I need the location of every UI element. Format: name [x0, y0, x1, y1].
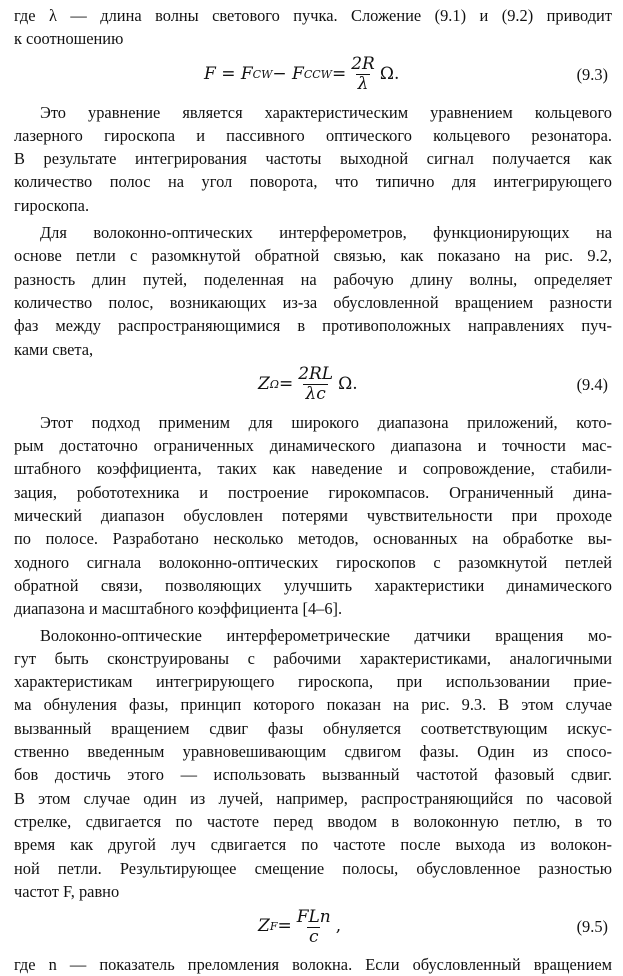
text-line: количество полос, возникающих из-за обусловленной вращением разности — [14, 292, 612, 312]
eq-numerator: 2RL — [298, 364, 334, 385]
eq-lhs: F = F — [204, 63, 253, 84]
text-line: основе петли с разомкнутой обратной связью, как показано на рис. 9.2, — [14, 246, 612, 266]
text-line: В этом случае один из лучей, например, распространяющийся по часовой — [14, 788, 612, 808]
equation-number: (9.5) — [576, 917, 608, 937]
eq-tail: , — [335, 916, 342, 937]
text-line: разность длин путей, поделенная на рабочую длину волны, определяет — [14, 269, 612, 289]
eq-lhs: Z — [258, 916, 270, 937]
eq-numerator: FLn — [296, 906, 331, 927]
eq-equals: = — [278, 374, 294, 395]
eq-subscript: CW — [252, 67, 273, 81]
text-line: к соотношению — [14, 29, 124, 49]
text-line: фаз между распространяющимися в противоположных направлениях пуч- — [14, 316, 612, 336]
text-line: лазерного гироскопа и пассивного оптического кольцевого резонатора. — [14, 125, 612, 145]
text-line: ходного сигнала волоконно-оптических гироскопов с разомкнутой петлей — [14, 552, 612, 572]
text-line: Этот подход применим для широкого диапазона приложений, кото- — [40, 412, 612, 432]
text-line: Это уравнение является характеристическим уравнением кольцевого — [40, 102, 612, 122]
text-line: где n — показатель преломления волокна. Если обусловленный вращением — [14, 955, 612, 975]
eq-subscript: Ω — [269, 378, 279, 392]
eq-subscript: F — [269, 920, 278, 934]
eq-denominator: c — [308, 926, 319, 947]
eq-minus-term: − F — [272, 63, 304, 84]
text-line: количество полос на угол поворота, что типично для интегрирующего — [14, 172, 612, 192]
equation-9-3 — [14, 52, 612, 98]
text-line: Для волоконно-оптических интерферометров, функционирующих на — [40, 223, 612, 243]
document-page — [14, 4, 612, 976]
eq-tail: Ω. — [338, 374, 358, 395]
eq-lhs: Z — [258, 374, 270, 395]
equation-body — [258, 904, 341, 950]
text-line: бов достичь этого — использовать вызванный частотой фазовый сдвиг. — [14, 765, 612, 785]
text-line: штабного коэффициента, таких как наведение и сопровождение, стабили- — [14, 459, 612, 479]
eq-denominator: λc — [305, 384, 326, 405]
equation-body — [204, 52, 399, 98]
eq-numerator: 2R — [351, 54, 375, 75]
eq-denominator: λ — [357, 74, 369, 95]
eq-fraction — [349, 55, 377, 94]
text-line: Волоконно-оптические интерферометрические датчики вращения мо- — [40, 625, 612, 645]
text-line: время как другой луч сдвигается по частоте после выхода из волокон- — [14, 835, 612, 855]
text-line: обратной связи, позволяющих улучшить характеристики динамического — [14, 575, 612, 595]
equation-9-5 — [14, 904, 612, 950]
text-line: ной петли. Результирующее смещение полосы, обусловленное разностью — [14, 858, 612, 878]
text-line: рым достаточно ограниченных динамического диапазона и точности мас- — [14, 436, 612, 456]
eq-equals: = — [277, 916, 292, 937]
text-line: стрелке, сдвигается по частоте перед вводом в волоконную петлю, в то — [14, 811, 612, 831]
text-line: ственно введенным уравновешивающим сдвигом фазы. Один из спосо- — [14, 742, 612, 762]
text-line: зация, робототехника и построение гирокомпасов. Ограниченный дина- — [14, 482, 612, 502]
text-line: где λ — длина волны светового пучка. Сложение (9.1) и (9.2) приводит — [14, 6, 612, 25]
text-line: мический диапазон обусловлен потерями чувствительности при проходе — [14, 506, 612, 526]
text-line: вызванный вращением сдвиг фазы обнуляется соответствующим искус- — [14, 718, 612, 738]
text-line: гут быть сконструированы с рабочими характеристиками, аналогичными — [14, 648, 612, 668]
text-line: ками света, — [14, 339, 94, 359]
text-line: характеристикам интегрирующего гироскопа, при использовании прие- — [14, 672, 612, 692]
equation-9-4 — [14, 362, 612, 408]
eq-tail: Ω. — [379, 63, 400, 84]
eq-subscript: CCW — [303, 67, 332, 81]
equation-number: (9.4) — [576, 375, 608, 395]
text-line: ма обнуления фазы, принцип которого показан на рис. 9.3. В этом случае — [14, 695, 612, 715]
eq-fraction — [295, 908, 333, 947]
eq-fraction — [296, 365, 335, 404]
equation-number: (9.3) — [576, 64, 608, 84]
eq-equals: = — [331, 63, 347, 84]
equation-body — [258, 362, 358, 408]
text-line: по полосе. Разработано несколько методов, основанных на обработке вы- — [14, 529, 612, 549]
text-line: частот F, равно — [14, 881, 120, 901]
text-line: диапазона и масштабного коэффициента [4–6]. — [14, 599, 343, 619]
text-line: В результате интегрирования частоты выходной сигнал получается как — [14, 149, 612, 169]
text-line: гироскопа. — [14, 195, 90, 215]
